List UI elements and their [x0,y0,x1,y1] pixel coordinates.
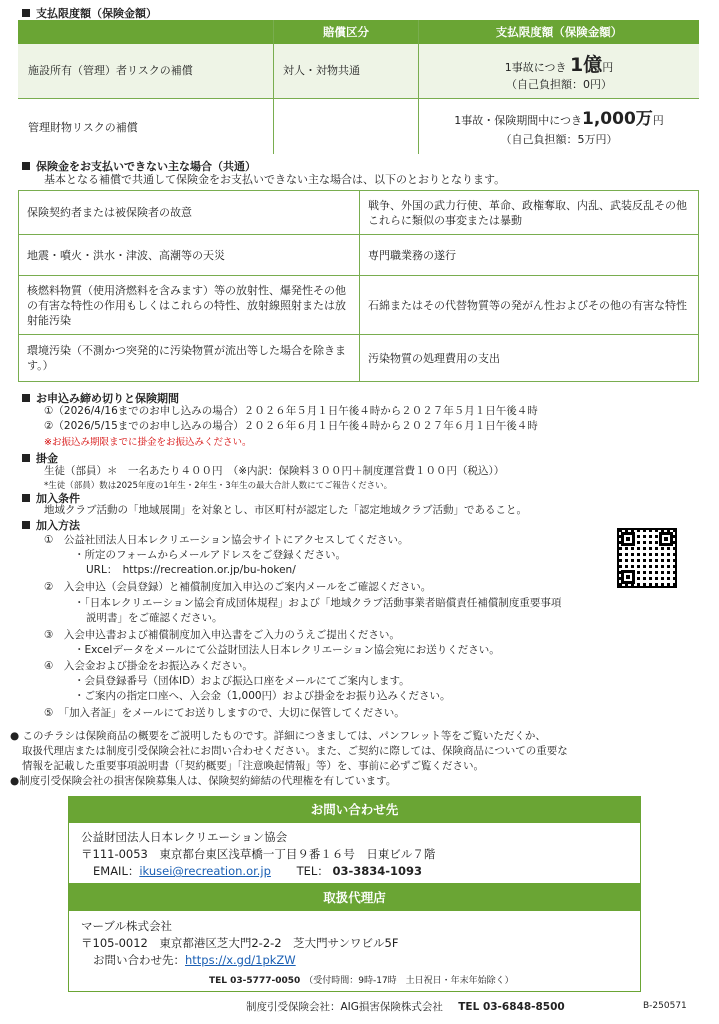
method-step-4b: ・ご案内の指定口座へ、入会金（1,000円）および掛金をお振り込みください。 [74,690,451,702]
premium-note: *生徒（部員）数は2025年度の1年生・2年生・3年生の最大合計人数にてご報告ください。 [44,481,393,491]
header-limit: 支払限度額（保険金額） [419,20,699,44]
limit-facility: 1事故につき 1億円 [504,54,614,76]
deadline-line-1: ①（2026/4/16までのお申し込みの場合）２０２６年５月１日午後４時から２０２７年５月１日午後４時 [44,405,538,417]
deductible-property: （自己負担額：5万円） [500,133,618,146]
note-1a: ● このチラシは保険商品の概要をご説明したものです。詳細につきましては、パンフレット等をご覧いただくか、 [10,730,546,742]
contact-org: 公益財団法人日本レクリエーション協会 [81,830,288,844]
method-url[interactable]: URL： https://recreation.or.jp/bu-hoken/ [86,564,296,576]
exclusion-cell: 専門職業務の遂行 [359,234,699,276]
agency-url-link[interactable]: https://x.gd/1pkZW [185,953,296,967]
limit-section-heading: 支払限度額（保険金額） [22,5,157,21]
method-step-5: ⑤ 「加入者証」をメールにてお送りしますので、大切に保管してください。 [44,707,405,719]
header-category: 賠償区分 [274,20,418,44]
square-bullet-icon [22,162,30,170]
exclusion-cell: 戦争、外国の武力行使、革命、政権奪取、内乱、武装反乱その他これらに類似の事変または暴動 [359,190,699,235]
agency-box [68,884,641,992]
agency-org: マーブル株式会社 [81,919,172,933]
exclusion-cell: 核燃料物質（使用済燃料を含みます）等の放射性、爆発性その他の有害な特性の作用もしくはこれらの特性、放射線照射または放射能汚染 [18,275,360,335]
agency-tel-row: TEL 03-5777-0050 （受付時間：9時-17時 土日祝日・年末年始除く） [209,976,514,986]
method-heading: 加入方法 [22,517,80,533]
agency-address: 〒105-0012 東京都港区芝大門2-2-2 芝大門サンワビル5F [81,936,399,950]
limit-table [18,20,699,154]
exclusion-cell: 汚染物質の処理費用の支出 [359,334,699,382]
conditions-line: 地域クラブ活動の「地域展開」を対象とし、市区町村が認定した「認定地域クラブ活動」であること。 [44,504,527,516]
footer-tel: TEL 03-6848-8500 [458,1001,565,1013]
method-step-4: ④ 入会金および掛金をお振込みください。 [44,660,253,672]
exclusion-cell: 保険契約者または被保険者の故意 [18,190,360,235]
method-step-2b: 説明書」をご確認ください。 [86,612,223,624]
method-step-3: ③ 入会申込書および補償制度加入申込書をご入力のうえご提出ください。 [44,629,400,641]
exclusions-intro: 基本となる補償で共通して保険金をお支払いできない主な場合は、以下のとおりとなります。 [44,173,506,186]
note-2: ●制度引受保険会社の損害保険募集人は、保険契約締結の代理権を有しています。 [10,775,397,787]
contact-header: お問い合わせ先 [69,797,640,823]
note-1c: 情報を記載した重要事項説明書（「契約概要」「注意喚起情報」等）を、事前に必ずご覧ください。 [22,760,484,772]
limit-property: 1事故・保険期間中につき1,000万円 [454,109,664,129]
contact-tel: 03-3834-1093 [332,864,423,878]
premium-heading: 掛金 [22,450,58,466]
method-step-1: ① 公益社団法人日本レクリエーション協会サイトにアクセスしてください。 [44,534,409,546]
method-step-2: ② 入会申込（会員登録）と補償制度加入申込のご案内メールをご確認ください。 [44,581,432,593]
deductible-facility: （自己負担額：0円） [506,78,612,91]
deadline-heading: お申込み締め切りと保険期間 [22,390,179,406]
footer-code: B-250571 [643,1001,687,1011]
method-step-3a: ・Excelデータをメールにて公益財団法人日本レクリエーション協会宛にお送りください。 [74,644,500,656]
exclusions-table [18,190,699,382]
contact-email-link[interactable]: ikusei@recreation.or.jp [139,864,271,878]
note-1b: 取扱代理店または制度引受保険会社にお問い合わせください。また、ご契約に際しては、保険商品についての重要な [22,745,568,757]
deadline-note: ※お振込み期限までに掛金をお振込みください。 [44,437,252,448]
contact-address: 〒111-0053 東京都台東区浅草橋一丁目９番１６号 日東ビル７階 [81,847,436,861]
agency-header: 取扱代理店 [69,885,640,911]
method-step-4a: ・会員登録番号（団体ID）および振込口座をメールにてご案内します。 [74,675,410,687]
category-common: 対人・対物共通 [283,64,360,77]
exclusion-cell: 石綿またはその代替物質等の発がん性およびその他の有害な特性 [359,275,699,335]
square-bullet-icon [22,521,30,529]
conditions-heading: 加入条件 [22,490,80,506]
square-bullet-icon [22,494,30,502]
contact-email-row: EMAIL：ikusei@recreation.or.jp TEL： 03-3834-1093 [93,864,423,878]
deadline-line-2: ②（2026/5/15までのお申し込みの場合）２０２６年６月１日午後４時から２０２７年６月１日午後４時 [44,420,538,432]
premium-line: 生徒（部員）＊ 一名あたり４００円 （※内訳：保険料３００円＋制度運営費１００円（税込）） [44,465,505,477]
agency-inquiry-row: お問い合わせ先：https://x.gd/1pkZW [93,953,296,967]
method-step-2a: ・「日本レクリエーション協会育成団体規程」および「地域クラブ活動事業者賠償責任補償制度重要事項 [74,597,562,609]
footer-insurer: 制度引受保険会社：AIG損害保険株式会社 [246,1001,443,1013]
risk-property: 管理財物リスクの補償 [28,121,138,134]
exclusion-cell: 環境汚染（不測かつ突発的に汚染物質が流出等した場合を除きます。） [18,334,360,382]
method-step-1a: ・所定のフォームからメールアドレスをご登録ください。 [74,549,346,561]
footer [246,999,565,1014]
square-bullet-icon [22,454,30,462]
qr-code-icon[interactable] [617,528,677,588]
exclusion-cell: 地震・噴火・洪水・津波、高潮等の天災 [18,234,360,276]
contact-box [68,796,641,884]
risk-facility: 施設所有（管理）者リスクの補償 [28,64,193,77]
exclusions-heading: 保険金をお支払いできない主な場合（共通） [22,158,256,174]
square-bullet-icon [22,9,30,17]
square-bullet-icon [22,394,30,402]
